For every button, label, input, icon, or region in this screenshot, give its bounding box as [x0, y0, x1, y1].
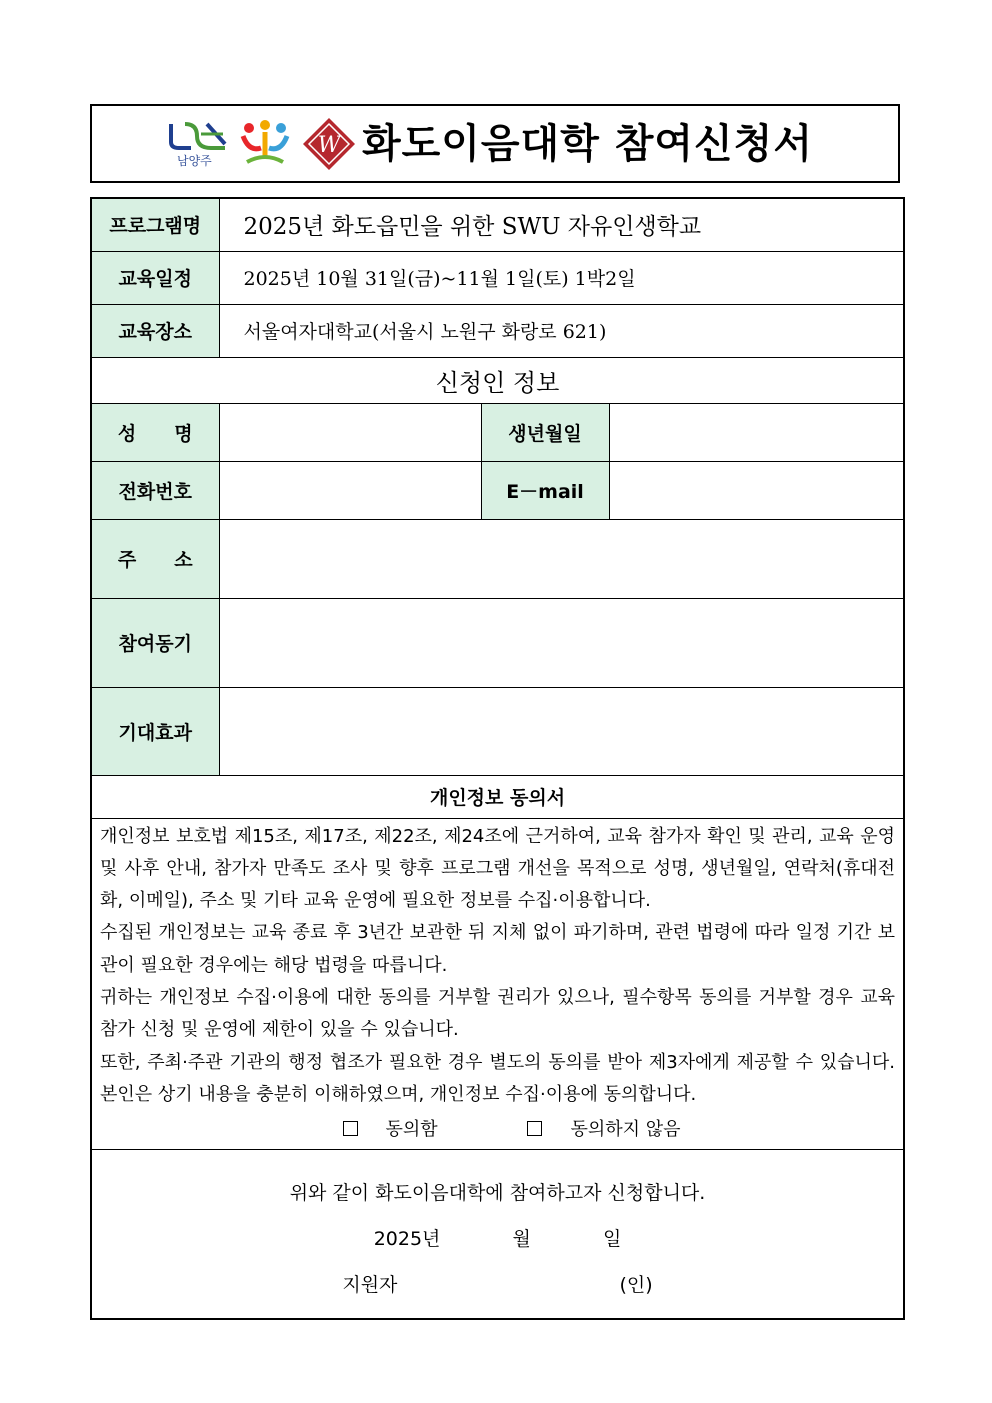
email-label: E－mail [481, 461, 609, 519]
applicant-section-title: 신청인 정보 [91, 357, 904, 403]
logo-group [167, 118, 357, 170]
phone-label: 전화번호 [91, 461, 219, 519]
schedule-label: 교육일정 [91, 251, 219, 304]
email-field[interactable] [609, 461, 904, 519]
page-title: 화도이음대학 참여신청서 [362, 121, 813, 167]
birth-field[interactable] [609, 403, 904, 461]
date-line [92, 1224, 903, 1270]
place-value: 서울여자대학교(서울시 노원구 화랑로 621) [219, 304, 904, 357]
consent-options [100, 1113, 895, 1147]
effect-field[interactable] [219, 687, 904, 775]
agree-option[interactable] [315, 1119, 438, 1140]
program-name-label: 프로그램명 [91, 198, 219, 251]
swu-emblem-logo [301, 116, 357, 172]
seal-label[interactable]: (인) [619, 1273, 653, 1296]
consent-paragraph: 귀하는 개인정보 수집·이용에 대한 동의를 거부할 권리가 있으나, 필수항목 동의를 거부할 경우 교육 참가 신청 및 운영에 제한이 있을 수 있습니다. [100, 986, 896, 1041]
consent-paragraph: 또한, 주최·주관 기관의 행정 협조가 필요한 경우 별도의 동의를 받아 제3자에게 제공할 수 있습니다. 본인은 상기 내용을 충분히 이해하였으며, 개인정보 수집·이용에 동의합니다. [100, 1051, 896, 1105]
disagree-label: 동의하지 않음 [570, 1119, 681, 1141]
namyangju-logo-text: 남양주 [177, 154, 212, 168]
hwado-people-logo [239, 118, 291, 170]
name-field[interactable] [219, 403, 481, 461]
birth-label: 생년월일 [481, 403, 609, 461]
applicant-line [92, 1270, 903, 1316]
motive-field[interactable] [219, 598, 904, 687]
agree-label: 동의함 [385, 1119, 438, 1141]
phone-field[interactable] [219, 461, 481, 519]
svg-text:W: W [317, 133, 341, 158]
address-label: 주 소 [91, 519, 219, 598]
motive-label: 참여동기 [91, 598, 219, 687]
schedule-value: 2025년 10월 31일(금)~11월 1일(토) 1박2일 [219, 251, 904, 304]
date-year: 2025년 [373, 1227, 441, 1250]
place-label: 교육장소 [91, 304, 219, 357]
disagree-option[interactable] [499, 1119, 680, 1140]
signature-block [91, 1149, 904, 1319]
title-box [90, 104, 900, 183]
application-statement: 위와 같이 화도이음대학에 참여하고자 신청합니다. [289, 1181, 706, 1204]
consent-body [91, 818, 904, 1149]
disagree-checkbox[interactable] [527, 1121, 542, 1136]
consent-paragraph: 개인정보 보호법 제15조, 제17조, 제22조, 제24조에 근거하여, 교육 참가자 확인 및 관리, 교육 운영 및 사후 안내, 참가자 만족도 조사 및 향후 프로그램 개선을 목적으로 성명, 생년월일, 연락처(휴대전화, 이메일), 주소 및 기타 교육 운영에 필요한 정보를 수집·이용합니다. [100, 825, 896, 912]
consent-paragraph: 수집된 개인정보는 교육 종료 후 3년간 보관한 뒤 지체 없이 파기하며, 관련 법령에 따라 일정 기간 보관이 필요한 경우에는 해당 법령을 따릅니다. [100, 922, 896, 976]
effect-label: 기대효과 [91, 687, 219, 775]
agree-checkbox[interactable] [343, 1121, 358, 1136]
date-month[interactable]: 월 [512, 1227, 531, 1250]
application-form [90, 197, 905, 1320]
applicant-signature-label: 지원자 [342, 1273, 398, 1296]
namyangju-logo [167, 118, 229, 170]
consent-title: 개인정보 동의서 [91, 775, 904, 818]
name-label: 성 명 [91, 403, 219, 461]
address-field[interactable] [219, 519, 904, 598]
program-name-value: 2025년 화도읍민을 위한 SWU 자유인생학교 [219, 198, 904, 251]
date-day[interactable]: 일 [602, 1227, 622, 1250]
